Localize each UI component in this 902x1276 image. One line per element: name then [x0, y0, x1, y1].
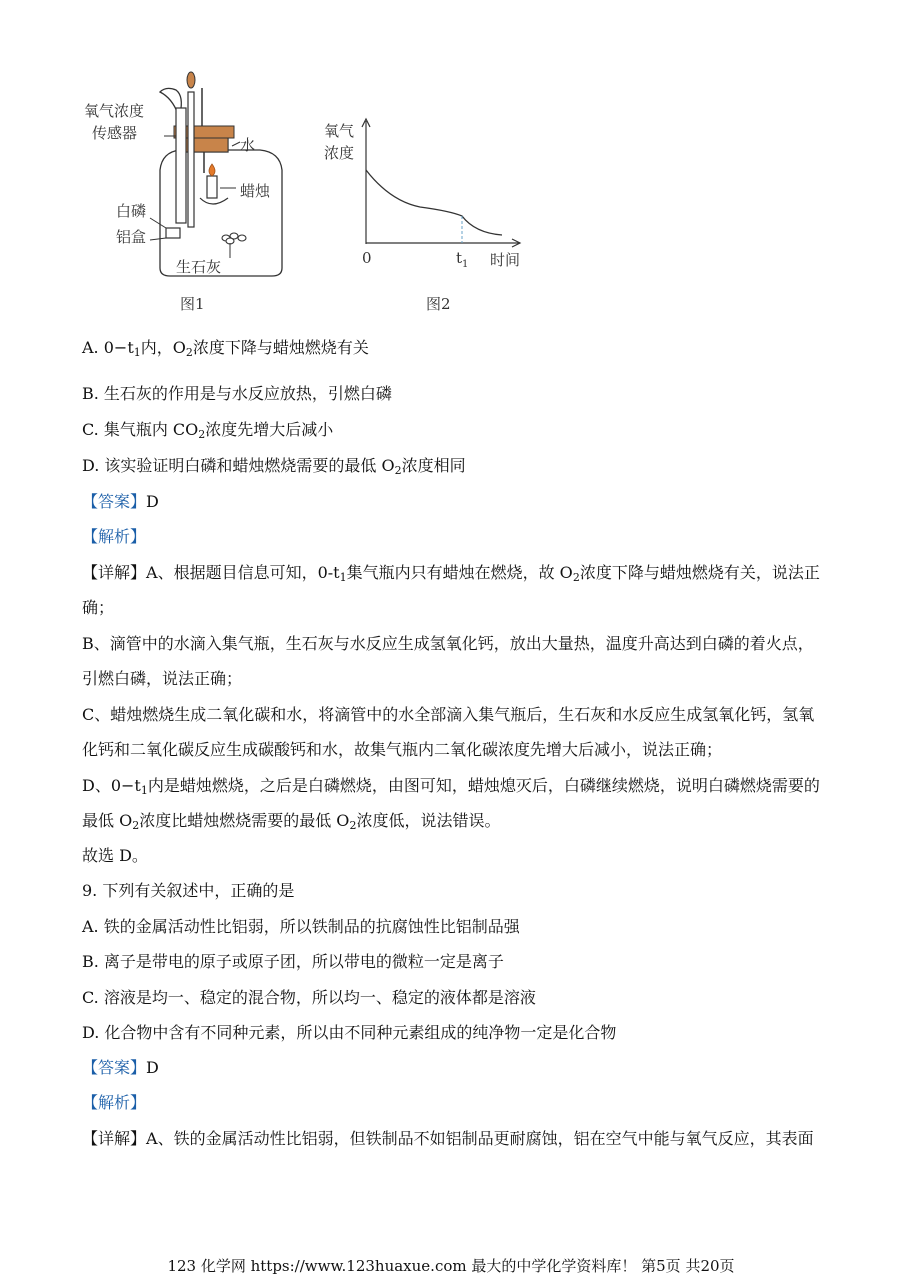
q9-option-c: C. 溶液是均一、稳定的混合物，所以均一、稳定的液体都是溶液: [82, 988, 536, 1007]
q9-option-d: D. 化合物中含有不同种元素，所以由不同种元素组成的纯净物一定是化合物: [82, 1023, 617, 1042]
quicklime-label: 生石灰: [176, 258, 222, 276]
q8-detail-b: B、滴管中的水滴入集气瓶，生石灰与水反应生成氢氧化钙，放出大量热，温度升高达到白磷的着火点，: [82, 634, 814, 653]
q8-analysis-heading: 【解析】: [82, 527, 147, 546]
q8-option-c: C. 集气瓶内 $CO_2$浓度先增大后减小: [82, 420, 334, 441]
q8-conclusion: 故选 D。: [82, 846, 148, 865]
q9-option-a: A. 铁的金属活动性比铝弱，所以铁制品的抗腐蚀性比铝制品强: [82, 917, 520, 936]
water-label: 水: [240, 136, 256, 154]
white-phosphorus-label: 白磷: [116, 202, 147, 220]
q8-answer: 【答案】D: [82, 492, 159, 511]
q8-detail-a: 【详解】A、根据题目信息可知，$0-t_1$集气瓶内只有蜡烛在燃烧，故 $O_2$浓度下降与蜡烛燃烧有关，说法正: [82, 563, 820, 584]
q9-analysis-heading: 【解析】: [82, 1093, 147, 1112]
figure2-caption: 图2: [426, 295, 451, 313]
q8-option-d: D. 该实验证明白磷和蜡烛燃烧需要的最低 $O_2$浓度相同: [82, 456, 466, 477]
q8-option-b: B. 生石灰的作用是与水反应放热，引燃白磷: [82, 384, 392, 403]
q8-detail-b-cont: 引燃白磷，说法正确；: [82, 669, 243, 688]
q8-detail-c-cont: 化钙和二氧化碳反应生成碳酸钙和水，故集气瓶内二氧化碳浓度先增大后减小，说法正确；: [82, 740, 723, 759]
q8-detail-c: C、蜡烛燃烧生成二氧化碳和水，将滴管中的水全部滴入集气瓶后，生石灰和水反应生成氢氧化钙，氢氧: [82, 705, 815, 724]
graph-ylabel-line2: 浓度: [324, 144, 355, 162]
q8-option-a: A. $0-t_1$内，$O_2$浓度下降与蜡烛燃烧有关: [82, 338, 369, 359]
graph-ylabel-line1: 氧气: [324, 122, 355, 140]
aluminum-box-label: 铝盒: [116, 228, 147, 246]
candle-label: 蜡烛: [240, 182, 271, 200]
page-footer: 123 化学网 https://www.123huaxue.com 最大的中学化学资料库！ 第5页 共20页: [167, 1257, 735, 1275]
q8-detail-a-cont: 确；: [82, 598, 115, 617]
graph-xlabel: 时间: [490, 251, 521, 269]
figure1-caption: 图1: [180, 295, 205, 313]
q9-answer: 【答案】D: [82, 1058, 159, 1077]
graph-origin-label: 0: [362, 249, 372, 267]
q9-option-b: B. 离子是带电的原子或原子团，所以带电的微粒一定是离子: [82, 952, 504, 971]
sensor-label-line1: 氧气浓度: [84, 102, 145, 120]
oxygen-concentration-graph: [350, 115, 530, 250]
q9-detail-a: 【详解】A、铁的金属活动性比铝弱，但铁制品不如铝制品更耐腐蚀，铝在空气中能与氧气反应，其表面: [82, 1129, 814, 1148]
sensor-label-line2: 传感器: [92, 124, 138, 142]
q8-detail-d: D、$0-t_1$内是蜡烛燃烧，之后是白磷燃烧，由图可知，蜡烛熄灭后，白磷继续燃烧，说明白磷燃烧需要的: [82, 776, 820, 797]
q9-stem: 9. 下列有关叙述中，正确的是: [82, 881, 295, 900]
q8-detail-d-cont: 最低 $O_2$浓度比蜡烛燃烧需要的最低 $O_2$浓度低，说法错误。: [82, 811, 501, 832]
graph-t1-label: $t_1$: [456, 249, 469, 270]
